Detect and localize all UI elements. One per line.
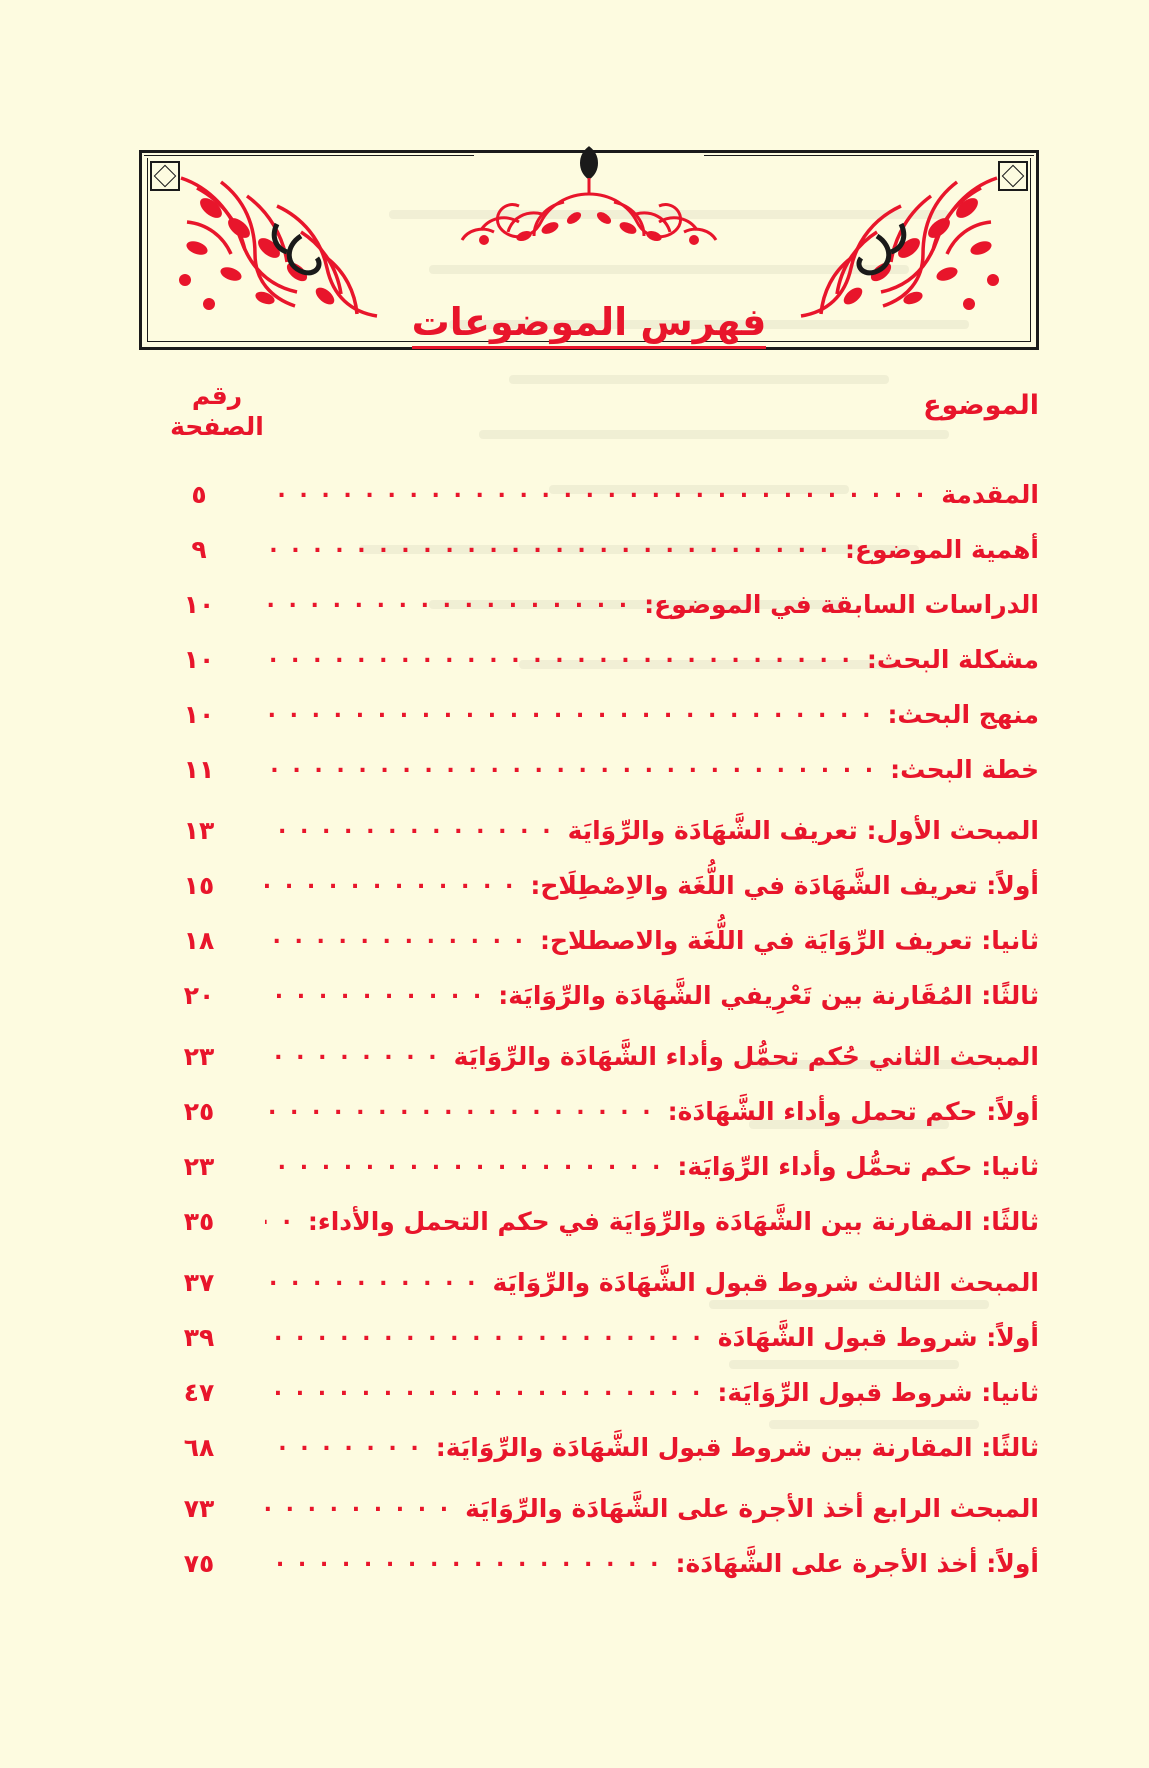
toc-entry-title: أولاً: حكم تحمل وأداء الشَّهَادَة: [667, 1097, 1039, 1126]
toc-entry[interactable] [139, 698, 1039, 753]
toc-entry-title: ثالثًا: المُقَارنة بين تَعْرِيفي الشَّهَادَة والرِّوَايَة: [498, 981, 1039, 1010]
toc-entry-title: أهمية الموضوع: [844, 535, 1039, 564]
toc-entry-leader-dots [265, 979, 484, 1004]
center-floral-ornament-icon [424, 136, 754, 246]
toc-entry-page-number: ١٠ [183, 590, 215, 619]
toc-entry-leader-dots [265, 753, 876, 778]
toc-entry-page-number: ١٠ [183, 645, 215, 674]
toc-entry-page-number: ٢٣ [183, 1042, 215, 1071]
toc-entry-leader-dots [265, 1547, 661, 1572]
header-page-line2: الصفحة [170, 412, 264, 442]
toc-entry-title: أولاً: شروط قبول الشَّهَادَة [717, 1323, 1039, 1352]
toc-entry-page-number: ٣٧ [183, 1268, 215, 1297]
toc-entry-title: منهج البحث: [887, 700, 1039, 729]
toc-entry-title: أولاً: تعريف الشَّهَادَة في اللُّغَة والاِصْطِلَاح: [530, 871, 1039, 900]
toc-entry[interactable] [139, 979, 1039, 1034]
toc-entry-title: مشكلة البحث: [866, 645, 1039, 674]
toc-entry-leader-dots [265, 1321, 704, 1346]
toc-entry-page-number: ٣٥ [183, 1207, 215, 1236]
toc-entry-page-number: ١٠ [183, 700, 215, 729]
page-title-text: فهرس الموضوعات [412, 300, 767, 349]
toc-entry-title: المبحث الرابع أخذ الأجرة على الشَّهَادَة والرِّوَايَة [465, 1494, 1039, 1523]
toc-entry-leader-dots [265, 924, 526, 949]
toc-entry-title: خطة البحث: [890, 755, 1039, 784]
toc-entry-page-number: ١٨ [183, 926, 215, 955]
toc-entry[interactable] [139, 1266, 1039, 1321]
toc-entry[interactable] [139, 814, 1039, 869]
toc-entry[interactable] [139, 924, 1039, 979]
toc-entry[interactable] [139, 1376, 1039, 1431]
toc-entry[interactable] [139, 1431, 1039, 1486]
toc-entry-title: ثالثًا: المقارنة بين الشَّهَادَة والرِّوَايَة في حكم التحمل والأداء: [307, 1207, 1039, 1236]
header-page-number [157, 380, 277, 443]
toc-entry-leader-dots [265, 1266, 479, 1291]
toc-entry-page-number: ٢٣ [183, 1152, 215, 1181]
toc-entry-leader-dots [265, 588, 630, 613]
toc-entry-page-number: ٩ [191, 535, 207, 564]
toc-entry-leader-dots [265, 698, 873, 723]
toc-column-headers [139, 380, 1039, 460]
page-title [139, 300, 1039, 344]
header-page-line1: رقم [191, 381, 243, 410]
toc-entry-page-number: ١٣ [183, 816, 215, 845]
toc-entry-title: المقدمة [941, 480, 1039, 509]
toc-entry-page-number: ٧٣ [183, 1494, 215, 1523]
toc-entry[interactable] [139, 1321, 1039, 1376]
toc-entry-leader-dots [265, 478, 927, 503]
toc-entry-title: ثانيا: شروط قبول الرِّوَايَة: [717, 1378, 1039, 1407]
toc-entry[interactable] [139, 1095, 1039, 1150]
toc-entry-title: المبحث الثالث شروط قبول الشَّهَادَة والرِّوَايَة [492, 1268, 1039, 1297]
toc-entry[interactable] [139, 533, 1039, 588]
toc-entry[interactable] [139, 478, 1039, 533]
toc-entry[interactable] [139, 1492, 1039, 1547]
toc-entry-leader-dots [265, 1095, 654, 1120]
toc-list [139, 478, 1039, 1602]
toc-entry-leader-dots [265, 1492, 451, 1517]
toc-entry-leader-dots [265, 1150, 663, 1175]
toc-entry-page-number: ٦٨ [183, 1433, 215, 1462]
toc-entry[interactable] [139, 1547, 1039, 1602]
toc-entry-page-number: ٥ [191, 480, 207, 509]
toc-entry-page-number: ١٥ [183, 871, 215, 900]
toc-entry-leader-dots [265, 533, 831, 558]
toc-entry-title: المبحث الثاني حُكم تحمُّل وأداء الشَّهَادَة والرِّوَايَة [453, 1042, 1039, 1071]
decorative-frame [139, 150, 1039, 350]
header-subject: الموضوع [923, 390, 1039, 421]
toc-entry-page-number: ٧٥ [183, 1549, 215, 1578]
toc-entry-title: ثانيا: تعريف الرِّوَايَة في اللُّغَة والاصطلاح: [540, 926, 1039, 955]
toc-entry-title: ثانيا: حكم تحمُّل وأداء الرِّوَايَة: [677, 1152, 1039, 1181]
toc-entry-leader-dots [265, 1205, 294, 1230]
toc-entry-title: المبحث الأول: تعريف الشَّهَادَة والرِّوَايَة [567, 816, 1039, 845]
toc-entry[interactable] [139, 753, 1039, 808]
toc-entry[interactable] [139, 643, 1039, 698]
toc-entry-title: أولاً: أخذ الأجرة على الشَّهَادَة: [675, 1549, 1039, 1578]
toc-entry[interactable] [139, 1205, 1039, 1260]
toc-entry[interactable] [139, 869, 1039, 924]
toc-entry-page-number: ٤٧ [183, 1378, 215, 1407]
toc-entry-leader-dots [265, 1431, 422, 1456]
toc-entry-page-number: ٣٩ [183, 1323, 215, 1352]
toc-entry-leader-dots [265, 1376, 703, 1401]
toc-entry-page-number: ٢٠ [183, 981, 215, 1010]
toc-entry-title: الدراسات السابقة في الموضوع: [644, 590, 1039, 619]
toc-entry-leader-dots [265, 1040, 440, 1065]
toc-entry-title: ثالثًا: المقارنة بين شروط قبول الشَّهَادَة والرِّوَايَة: [435, 1433, 1039, 1462]
toc-entry-page-number: ١١ [183, 755, 215, 784]
toc-entry-leader-dots [265, 869, 516, 894]
toc-entry[interactable] [139, 1150, 1039, 1205]
toc-entry-leader-dots [265, 643, 853, 668]
toc-entry[interactable] [139, 588, 1039, 643]
toc-entry-leader-dots [265, 814, 554, 839]
toc-entry-page-number: ٢٥ [183, 1097, 215, 1126]
toc-entry[interactable] [139, 1040, 1039, 1095]
